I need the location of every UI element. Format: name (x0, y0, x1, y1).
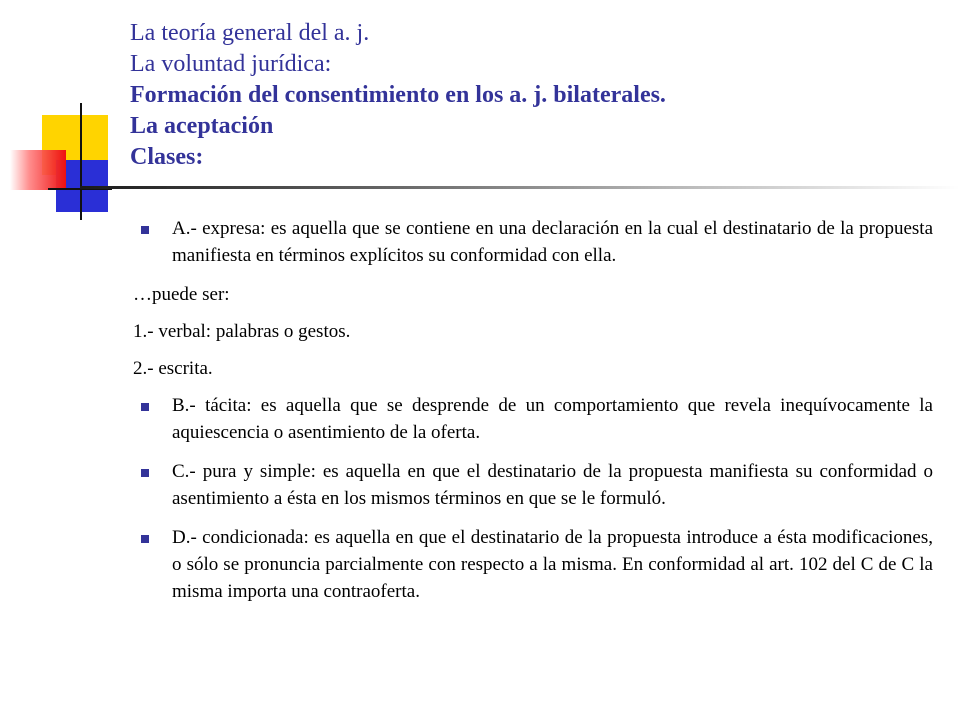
bullet-a-text: A.- expresa: es aquella que se contiene en una declaración en la cual el destinatario de la propuesta manifiesta en términos explícitos su conformidad con ella. (172, 218, 933, 266)
puede-ser-text: …puede ser: (133, 284, 230, 305)
bullet-b-text: B.- tácita: es aquella que se desprende de un comportamiento que revela inequívocamente la aquiescencia o asentimiento de la oferta. (172, 395, 933, 443)
vertical-rule (80, 103, 82, 220)
title-line-5: Clases: (130, 144, 204, 170)
title-line-3: Formación del consentimiento en los a. j. bilaterales. (130, 82, 666, 108)
item-2-text: 2.- escrita. (133, 358, 213, 379)
title-line-1: La teoría general del a. j. (130, 20, 370, 46)
bullet-c (133, 458, 933, 512)
bullet-c-text: C.- pura y simple: es aquella en que el destinatario de la propuesta manifiesta su conformidad o asentimiento a ésta en los mismos términos en que se le formuló. (172, 461, 933, 509)
bullet-square-icon (141, 469, 149, 477)
bullet-b (133, 392, 933, 446)
bullet-square-icon (141, 403, 149, 411)
bullet-d-text: D.- condicionada: es aquella en que el destinatario de la propuesta introduce a ésta modificaciones, o sólo se pronuncia parcialmente con respecto a la misma. En conformidad al art. 102 del C de C la misma importa una contraoferta. (172, 527, 933, 602)
title-underline (80, 186, 960, 189)
red-gradient-bar (10, 150, 66, 190)
bullet-a (133, 215, 933, 269)
bullet-square-icon (141, 535, 149, 543)
item-1-text: 1.- verbal: palabras o gestos. (133, 321, 351, 342)
title-line-2: La voluntad jurídica: (130, 51, 332, 77)
bullet-d (133, 524, 933, 605)
title-line-4: La aceptación (130, 113, 274, 139)
slide-title (130, 18, 666, 173)
bullet-square-icon (141, 226, 149, 234)
slide-body (133, 215, 933, 617)
